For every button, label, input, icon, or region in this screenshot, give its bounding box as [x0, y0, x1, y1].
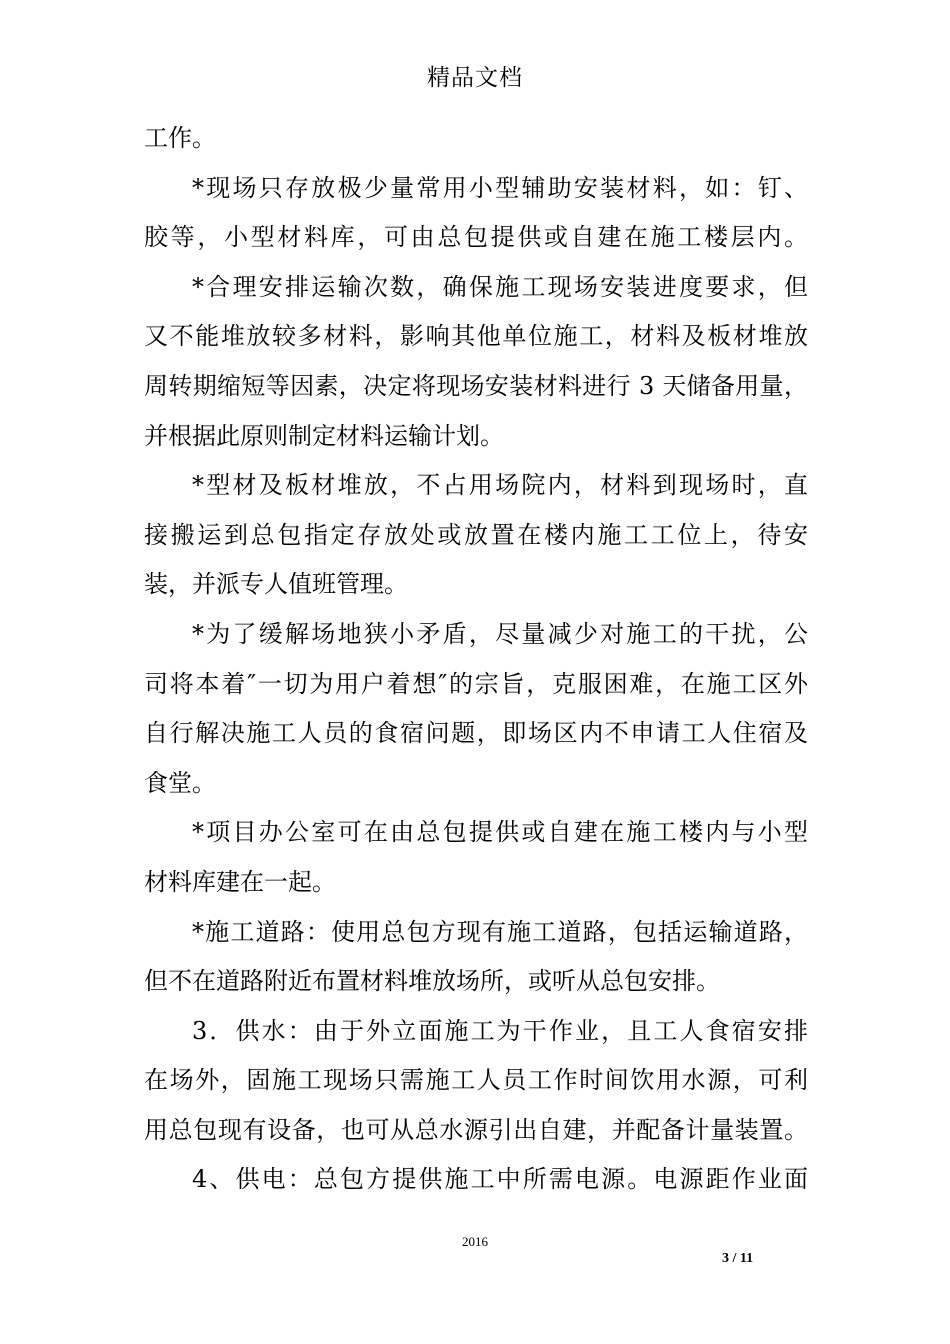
text-line: 周转期缩短等因素，决定将现场安装材料进行 3 天储备用量， — [144, 371, 808, 400]
text-line: 接搬运到总包指定存放处或放置在楼内施工工位上，待安 — [144, 520, 808, 549]
text-line: 4、供电：总包方提供施工中所需电源。电源距作业面 — [192, 1165, 808, 1194]
text-line: 司将本着″一切为用户着想″的宗旨，克服困难，在施工区外 — [144, 669, 808, 698]
document-body — [144, 114, 808, 1205]
text-line: *施工道路：使用总包方现有施工道路，包括运输道路， — [192, 917, 808, 946]
text-line: 3．供水：由于外立面施工为干作业，且工人食宿安排 — [192, 1016, 808, 1045]
text-line: 装，并派专人值班管理。 — [144, 570, 408, 599]
text-line: 在场外，固施工现场只需施工人员工作时间饮用水源，可利 — [144, 1066, 808, 1095]
text-line: *型材及板材堆放，不占用场院内，材料到现场时，直 — [192, 471, 808, 500]
page-number: 3 / 11 — [722, 1251, 754, 1266]
text-line: 食堂。 — [144, 768, 216, 797]
text-line: 并根据此原则制定材料运输计划。 — [144, 421, 504, 450]
text-line: 又不能堆放较多材料，影响其他单位施工，材料及板材堆放 — [144, 322, 808, 351]
text-line: 但不在道路附近布置材料堆放场所，或听从总包安排。 — [144, 967, 720, 996]
text-line: *合理安排运输次数，确保施工现场安装进度要求，但 — [192, 272, 808, 301]
footer-year: 2016 — [462, 1234, 488, 1249]
page-header-title: 精品文档 — [427, 65, 523, 91]
text-line: 工作。 — [144, 124, 216, 152]
text-line: 胶等，小型材料库，可由总包提供或自建在施工楼层内。 — [144, 223, 808, 252]
text-line: 自行解决施工人员的食宿问题，即场区内不申请工人住宿及 — [144, 719, 808, 748]
text-line: 材料库建在一起。 — [144, 867, 336, 896]
text-line: 用总包现有设备，也可从总水源引出自建，并配备计量装置。 — [144, 1115, 808, 1144]
text-line: *为了缓解场地狭小矛盾，尽量减少对施工的干扰，公 — [192, 619, 808, 648]
text-line: *现场只存放极少量常用小型辅助安装材料，如：钉、 — [192, 173, 808, 202]
text-line: *项目办公室可在由总包提供或自建在施工楼内与小型 — [192, 818, 808, 847]
